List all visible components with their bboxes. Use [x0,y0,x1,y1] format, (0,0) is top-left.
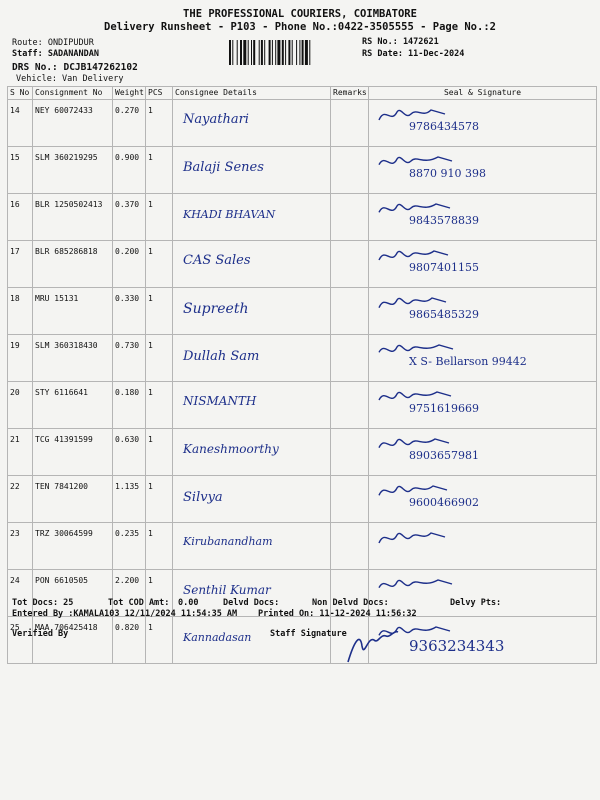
cell-remarks [331,147,369,194]
table-row [8,429,597,476]
cell-pcs: 1 [146,429,173,476]
col-consignment: Consignment No [33,87,113,100]
cell-consignment: SLM 360318430 [33,335,113,382]
table-row [8,617,597,664]
cell-sno: 21 [8,429,33,476]
consignee-handwriting: Senthil Kumar [183,583,271,597]
cell-sno: 17 [8,241,33,288]
cell-seal-signature [369,476,597,523]
cell-seal-signature [369,241,597,288]
signature-phone-number: 8903657981 [409,449,479,462]
cell-sno: 24 [8,570,33,617]
table-row [8,100,597,147]
table-row [8,288,597,335]
signature-scribble [375,572,455,598]
consignee-handwriting: Silvya [183,490,223,505]
staff-signature-label: Staff Signature [270,629,347,639]
col-remarks: Remarks [331,87,369,100]
cell-remarks [331,288,369,335]
consignee-handwriting: Kirubanandham [183,535,273,548]
runsheet-subtitle: Delivery Runsheet - P103 - Phone No.:0422-3505555 - Page No.:2 [104,21,496,33]
cell-consignee [173,617,331,664]
cell-seal-signature [369,288,597,335]
consignee-handwriting: Balaji Senes [183,160,264,175]
table-header-row [8,87,597,100]
total-cod-label: Tot COD Amt: [108,598,170,608]
cell-seal-signature [369,382,597,429]
cell-consignee [173,429,331,476]
col-pcs: PCS [146,87,173,100]
cell-consignee [173,288,331,335]
cell-sno: 14 [8,100,33,147]
cell-remarks [331,382,369,429]
company-title: THE PROFESSIONAL COURIERS, COIMBATORE [183,8,417,20]
signature-phone-number: 9363234343 [409,637,505,655]
cell-consignee [173,147,331,194]
vehicle-label: Vehicle: Van Delivery [16,74,124,84]
non-delivered-docs: Non Delvd Docs: [312,598,389,608]
total-cod-value: 0.00 [178,598,199,608]
signature-phone-number: 9786434578 [409,120,479,133]
cell-pcs: 1 [146,147,173,194]
cell-remarks [331,194,369,241]
cell-weight: 0.370 [113,194,146,241]
printed-on: Printed On: 11-12-2024 11:56:32 [258,609,417,619]
cell-remarks [331,100,369,147]
consignee-handwriting: Kaneshmoorthy [183,442,279,456]
table-row [8,523,597,570]
entered-by: Entered By :KAMALA103 12/11/2024 11:54:35 AM [12,609,238,619]
cell-consignment: BLR 685286818 [33,241,113,288]
cell-seal-signature [369,523,597,570]
cell-consignment: SLM 360219295 [33,147,113,194]
cell-seal-signature [369,617,597,664]
cell-consignment: PON 6610505 [33,570,113,617]
table-row [8,476,597,523]
cell-pcs: 1 [146,570,173,617]
cell-pcs: 1 [146,194,173,241]
consignee-handwriting: Nayathari [183,112,249,127]
cell-weight: 0.200 [113,241,146,288]
signature-phone-number: X S- Bellarson 99442 [409,355,527,368]
table-row [8,194,597,241]
cell-weight: 0.730 [113,335,146,382]
table-row [8,335,597,382]
cell-weight: 0.820 [113,617,146,664]
cell-remarks [331,241,369,288]
total-docs: Tot Docs: 25 [12,598,74,608]
consignee-handwriting: Supreeth [183,301,249,317]
col-seal-signature: Seal & Signature [369,87,597,100]
cell-seal-signature [369,100,597,147]
cell-weight: 0.330 [113,288,146,335]
cell-seal-signature [369,335,597,382]
cell-consignment: TRZ 30064599 [33,523,113,570]
cell-seal-signature [369,147,597,194]
consignee-handwriting: NISMANTH [183,394,257,408]
cell-sno: 19 [8,335,33,382]
cell-sno: 25 [8,617,33,664]
signature-scribble [375,525,455,551]
cell-seal-signature [369,429,597,476]
col-consignee: Consignee Details [173,87,331,100]
consignee-handwriting: Kannadasan [183,631,252,644]
cell-consignment: STY 6116641 [33,382,113,429]
cell-sno: 20 [8,382,33,429]
cell-remarks [331,429,369,476]
signature-phone-number: 8870 910 398 [409,167,486,180]
verified-by: Verified By [12,629,69,639]
delivery-points: Delvy Pts: [450,598,502,608]
cell-consignment: MAA 706425418 [33,617,113,664]
cell-consignment: MRU 15131 [33,288,113,335]
cell-weight: 0.235 [113,523,146,570]
signature-phone-number: 9751619669 [409,402,479,415]
cell-pcs: 1 [146,523,173,570]
cell-weight: 0.270 [113,100,146,147]
cell-consignment: NEY 60072433 [33,100,113,147]
cell-consignment: TCG 41391599 [33,429,113,476]
delivered-docs: Delvd Docs: [223,598,280,608]
cell-consignee [173,335,331,382]
cell-pcs: 1 [146,335,173,382]
cell-consignee [173,241,331,288]
table-row [8,382,597,429]
cell-pcs: 1 [146,241,173,288]
cell-sno: 16 [8,194,33,241]
cell-remarks [331,476,369,523]
cell-seal-signature [369,194,597,241]
col-sno: S No [8,87,33,100]
rs-date: RS Date: 11-Dec-2024 [362,49,465,59]
consignee-handwriting: KHADI BHAVAN [183,208,276,221]
cell-weight: 0.900 [113,147,146,194]
cell-sno: 18 [8,288,33,335]
cell-sno: 23 [8,523,33,570]
cell-pcs: 1 [146,288,173,335]
staff-label: Staff: SADANANDAN [12,49,99,59]
cell-remarks [331,335,369,382]
cell-sno: 15 [8,147,33,194]
cell-consignment: TEN 7841200 [33,476,113,523]
cell-weight: 2.200 [113,570,146,617]
cell-pcs: 1 [146,617,173,664]
cell-sno: 22 [8,476,33,523]
cell-remarks [331,523,369,570]
table-row [8,241,597,288]
cell-weight: 0.180 [113,382,146,429]
cell-pcs: 1 [146,100,173,147]
col-weight: Weight [113,87,146,100]
barcode-image [228,40,356,65]
cell-consignee [173,476,331,523]
cell-consignee [173,194,331,241]
rs-number: RS No.: 1472621 [362,37,439,47]
drs-number: DRS No.: DCJB147262102 [12,62,138,73]
consignment-table [7,86,597,664]
table-row [8,147,597,194]
cell-pcs: 1 [146,382,173,429]
cell-weight: 1.135 [113,476,146,523]
staff-signature [340,622,400,670]
consignee-handwriting: Dullah Sam [183,349,260,364]
cell-weight: 0.630 [113,429,146,476]
signature-phone-number: 9807401155 [409,261,479,274]
cell-pcs: 1 [146,476,173,523]
route-label: Route: ONDIPUDUR [12,38,94,48]
signature-phone-number: 9600466902 [409,496,479,509]
cell-consignee [173,523,331,570]
consignee-handwriting: CAS Sales [183,253,251,268]
cell-consignment: BLR 1250502413 [33,194,113,241]
cell-consignee [173,100,331,147]
signature-phone-number: 9843578839 [409,214,479,227]
signature-phone-number: 9865485329 [409,308,479,321]
cell-consignee [173,382,331,429]
